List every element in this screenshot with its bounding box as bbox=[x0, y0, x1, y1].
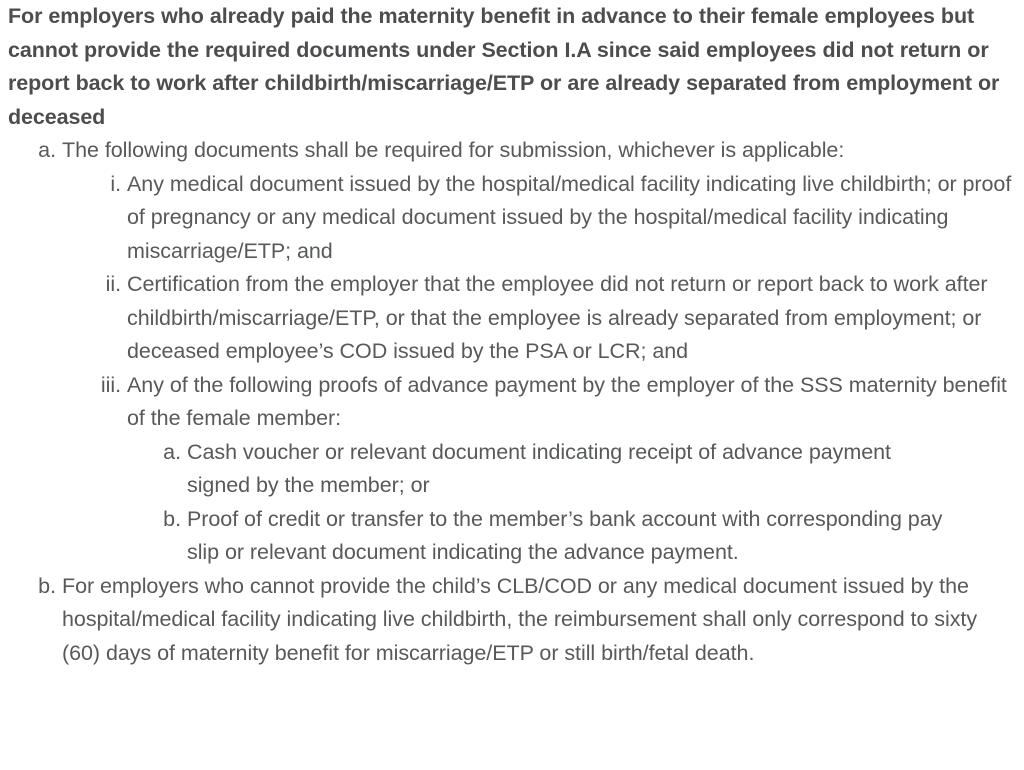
requirements-list bbox=[0, 134, 1024, 670]
list-item-a-ii bbox=[105, 268, 1024, 369]
list-item-a-iii-b bbox=[163, 503, 1024, 570]
list-marker-b: b. bbox=[38, 573, 56, 598]
list-marker-iii: iii. bbox=[100, 372, 121, 397]
list-marker-a: a. bbox=[38, 138, 56, 162]
list-marker-iii-a: a. bbox=[163, 439, 181, 464]
list-item-b-text: For employers who cannot provide the child’s CLB/COD or any medical document issued by the hospital/medical facility indicating live childbirth, the reimbursement shall only correspond to sixty (60) days of maternity benefit for miscarriage/ETP or still birth/fetal death. bbox=[62, 573, 978, 665]
list-item-b bbox=[38, 570, 1024, 671]
list-item-a-i-text: Any medical document issued by the hospital/medical facility indicating live childbirth; or proof of pregnancy or any medical document issued by the hospital/medical facility indicating miscarriage/ETP; and bbox=[127, 171, 1012, 263]
lead-paragraph bbox=[0, 0, 1024, 134]
list-marker-iii-b: b. bbox=[163, 506, 181, 531]
proofs-sublist bbox=[0, 436, 1024, 570]
list-item-a-iii-a bbox=[163, 436, 1024, 503]
lead-paragraph-text: For employers who already paid the maternity benefit in advance to their female employees but cannot provide the required documents under Section I.A since said employees did not return or report back to work after childbirth/miscarriage/ETP or are already separated from employment or deceased bbox=[8, 4, 1000, 129]
list-item-a-iii-a-text: Cash voucher or relevant document indicating receipt of advance payment signed by the member; or bbox=[187, 439, 891, 497]
list-item-a-iii-b-text: Proof of credit or transfer to the member’s bank account with corresponding pay slip or relevant document indicating the advance payment. bbox=[187, 506, 943, 564]
list-item-a-ii-text: Certification from the employer that the employee did not return or report back to work after childbirth/miscarriage/ETP, or that the employee is already separated from employment; or deceased employee’s COD issued by the PSA or LCR; and bbox=[127, 272, 988, 363]
list-item-a-i bbox=[110, 168, 1024, 269]
list-item-a-iii-text: Any of the following proofs of advance payment by the employer of the SSS maternity benefit of the female member: bbox=[127, 372, 1007, 430]
list-item-a bbox=[38, 134, 1024, 168]
list-item-a-text: The following documents shall be required for submission, whichever is applicable: bbox=[62, 138, 845, 162]
documents-sublist bbox=[0, 168, 1024, 570]
list-marker-ii: ii. bbox=[105, 272, 121, 296]
list-item-a-iii bbox=[100, 369, 1024, 436]
list-marker-i: i. bbox=[110, 171, 121, 196]
